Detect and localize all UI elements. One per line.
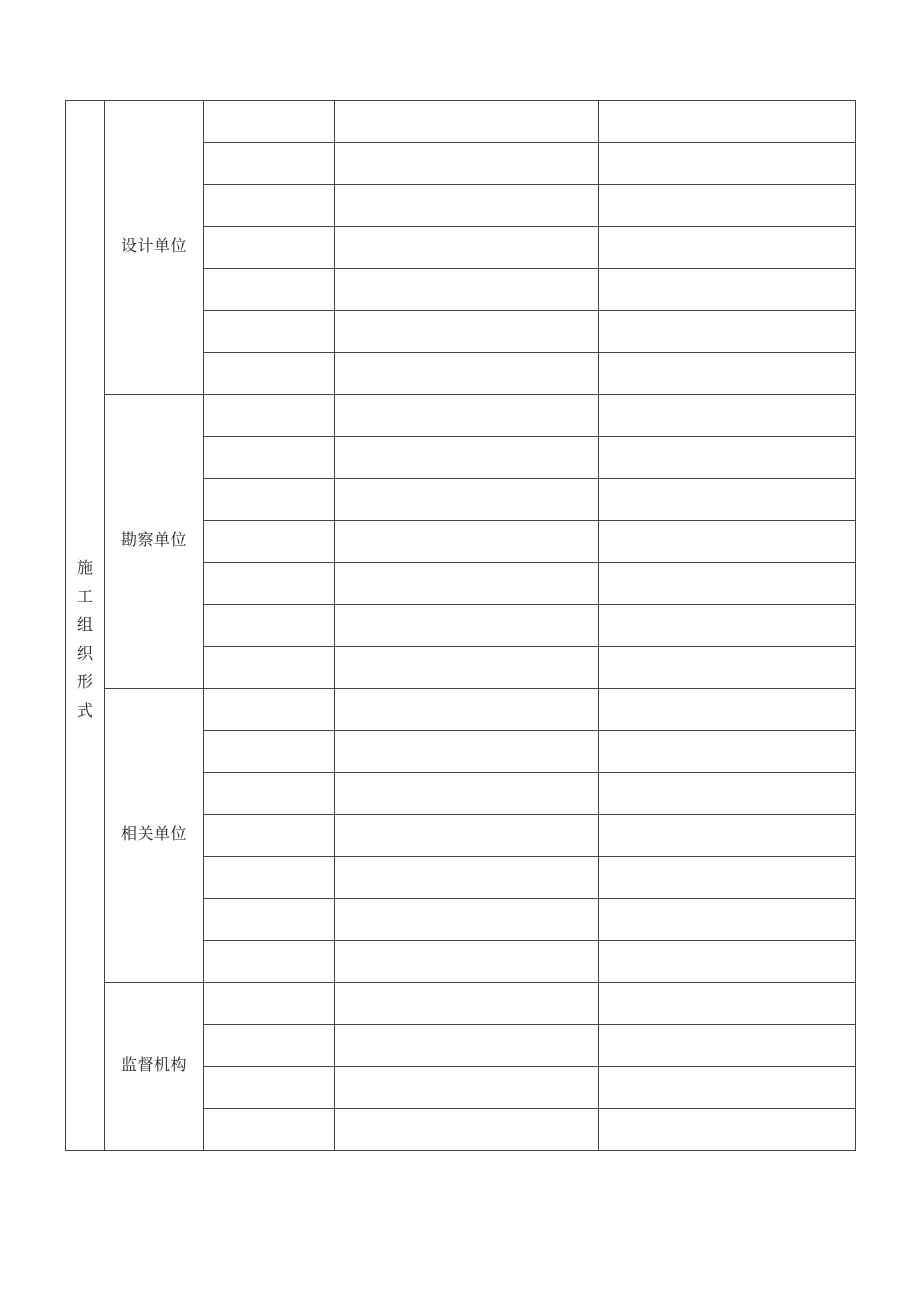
blank-entry-cell[interactable] — [335, 605, 599, 647]
blank-entry-cell[interactable] — [599, 941, 856, 983]
group-label: 勘察单位 — [120, 530, 187, 549]
blank-entry-cell[interactable] — [335, 983, 599, 1025]
blank-entry-cell[interactable] — [204, 857, 335, 899]
blank-entry-cell[interactable] — [599, 815, 856, 857]
blank-entry-cell[interactable] — [599, 101, 856, 143]
blank-entry-cell[interactable] — [204, 773, 335, 815]
blank-entry-cell[interactable] — [204, 1109, 335, 1151]
group-label: 监督机构 — [120, 1055, 187, 1074]
blank-entry-cell[interactable] — [204, 437, 335, 479]
blank-entry-cell[interactable] — [599, 269, 856, 311]
blank-entry-cell[interactable] — [335, 773, 599, 815]
blank-entry-cell[interactable] — [204, 353, 335, 395]
blank-entry-cell[interactable] — [599, 563, 856, 605]
blank-entry-cell[interactable] — [599, 437, 856, 479]
group-label: 相关单位 — [120, 824, 187, 843]
blank-entry-cell[interactable] — [599, 857, 856, 899]
vertical-label-char: 式 — [76, 700, 93, 720]
table-row — [66, 689, 856, 731]
blank-entry-cell[interactable] — [335, 857, 599, 899]
blank-entry-cell[interactable] — [335, 479, 599, 521]
blank-entry-cell[interactable] — [335, 353, 599, 395]
blank-entry-cell[interactable] — [204, 269, 335, 311]
vertical-label-char: 工 — [76, 586, 93, 606]
construction-organization-table — [65, 100, 856, 1151]
blank-entry-cell[interactable] — [204, 1025, 335, 1067]
vertical-label-char: 形 — [76, 672, 93, 691]
vertical-label-char: 组 — [76, 615, 93, 634]
blank-entry-cell[interactable] — [599, 773, 856, 815]
blank-entry-cell[interactable] — [335, 1067, 599, 1109]
group-label-cell — [105, 101, 204, 395]
blank-entry-cell[interactable] — [335, 1025, 599, 1067]
blank-entry-cell[interactable] — [599, 983, 856, 1025]
blank-entry-cell[interactable] — [335, 899, 599, 941]
blank-entry-cell[interactable] — [204, 311, 335, 353]
blank-entry-cell[interactable] — [204, 731, 335, 773]
blank-entry-cell[interactable] — [335, 731, 599, 773]
blank-entry-cell[interactable] — [599, 353, 856, 395]
blank-entry-cell[interactable] — [204, 227, 335, 269]
blank-entry-cell[interactable] — [335, 185, 599, 227]
blank-entry-cell[interactable] — [599, 185, 856, 227]
blank-entry-cell[interactable] — [335, 815, 599, 857]
blank-entry-cell[interactable] — [204, 941, 335, 983]
blank-entry-cell[interactable] — [335, 437, 599, 479]
blank-entry-cell[interactable] — [335, 563, 599, 605]
blank-entry-cell[interactable] — [204, 101, 335, 143]
blank-entry-cell[interactable] — [599, 311, 856, 353]
blank-entry-cell[interactable] — [204, 815, 335, 857]
blank-entry-cell[interactable] — [204, 689, 335, 731]
blank-entry-cell[interactable] — [335, 941, 599, 983]
blank-entry-cell[interactable] — [335, 311, 599, 353]
blank-entry-cell[interactable] — [204, 983, 335, 1025]
blank-entry-cell[interactable] — [599, 1025, 856, 1067]
blank-entry-cell[interactable] — [335, 647, 599, 689]
blank-entry-cell[interactable] — [204, 143, 335, 185]
blank-entry-cell[interactable] — [204, 605, 335, 647]
blank-entry-cell[interactable] — [335, 143, 599, 185]
blank-entry-cell[interactable] — [204, 1067, 335, 1109]
blank-entry-cell[interactable] — [599, 479, 856, 521]
table-body — [66, 101, 856, 1151]
blank-entry-cell[interactable] — [599, 731, 856, 773]
blank-entry-cell[interactable] — [599, 899, 856, 941]
blank-entry-cell[interactable] — [335, 395, 599, 437]
blank-entry-cell[interactable] — [335, 269, 599, 311]
vertical-label-char: 织 — [76, 643, 93, 663]
blank-entry-cell[interactable] — [599, 605, 856, 647]
blank-entry-cell[interactable] — [599, 647, 856, 689]
blank-entry-cell[interactable] — [335, 1109, 599, 1151]
blank-entry-cell[interactable] — [599, 1109, 856, 1151]
group-label-cell — [105, 395, 204, 689]
blank-entry-cell[interactable] — [204, 395, 335, 437]
blank-entry-cell[interactable] — [599, 143, 856, 185]
blank-entry-cell[interactable] — [204, 647, 335, 689]
blank-entry-cell[interactable] — [599, 689, 856, 731]
blank-entry-cell[interactable] — [204, 899, 335, 941]
construction-organization-label — [66, 101, 105, 1151]
vertical-label-char: 施 — [76, 558, 93, 577]
blank-entry-cell[interactable] — [599, 395, 856, 437]
blank-entry-cell[interactable] — [599, 227, 856, 269]
blank-entry-cell[interactable] — [204, 185, 335, 227]
table-row — [66, 101, 856, 143]
group-label-cell — [105, 983, 204, 1151]
blank-entry-cell[interactable] — [204, 521, 335, 563]
blank-entry-cell[interactable] — [335, 689, 599, 731]
blank-entry-cell[interactable] — [335, 521, 599, 563]
group-label-cell — [105, 689, 204, 983]
blank-entry-cell[interactable] — [599, 1067, 856, 1109]
table-row — [66, 983, 856, 1025]
group-label: 设计单位 — [120, 236, 187, 255]
blank-entry-cell[interactable] — [204, 479, 335, 521]
blank-entry-cell[interactable] — [335, 101, 599, 143]
blank-entry-cell[interactable] — [204, 563, 335, 605]
blank-entry-cell[interactable] — [335, 227, 599, 269]
blank-entry-cell[interactable] — [599, 521, 856, 563]
table-row — [66, 395, 856, 437]
